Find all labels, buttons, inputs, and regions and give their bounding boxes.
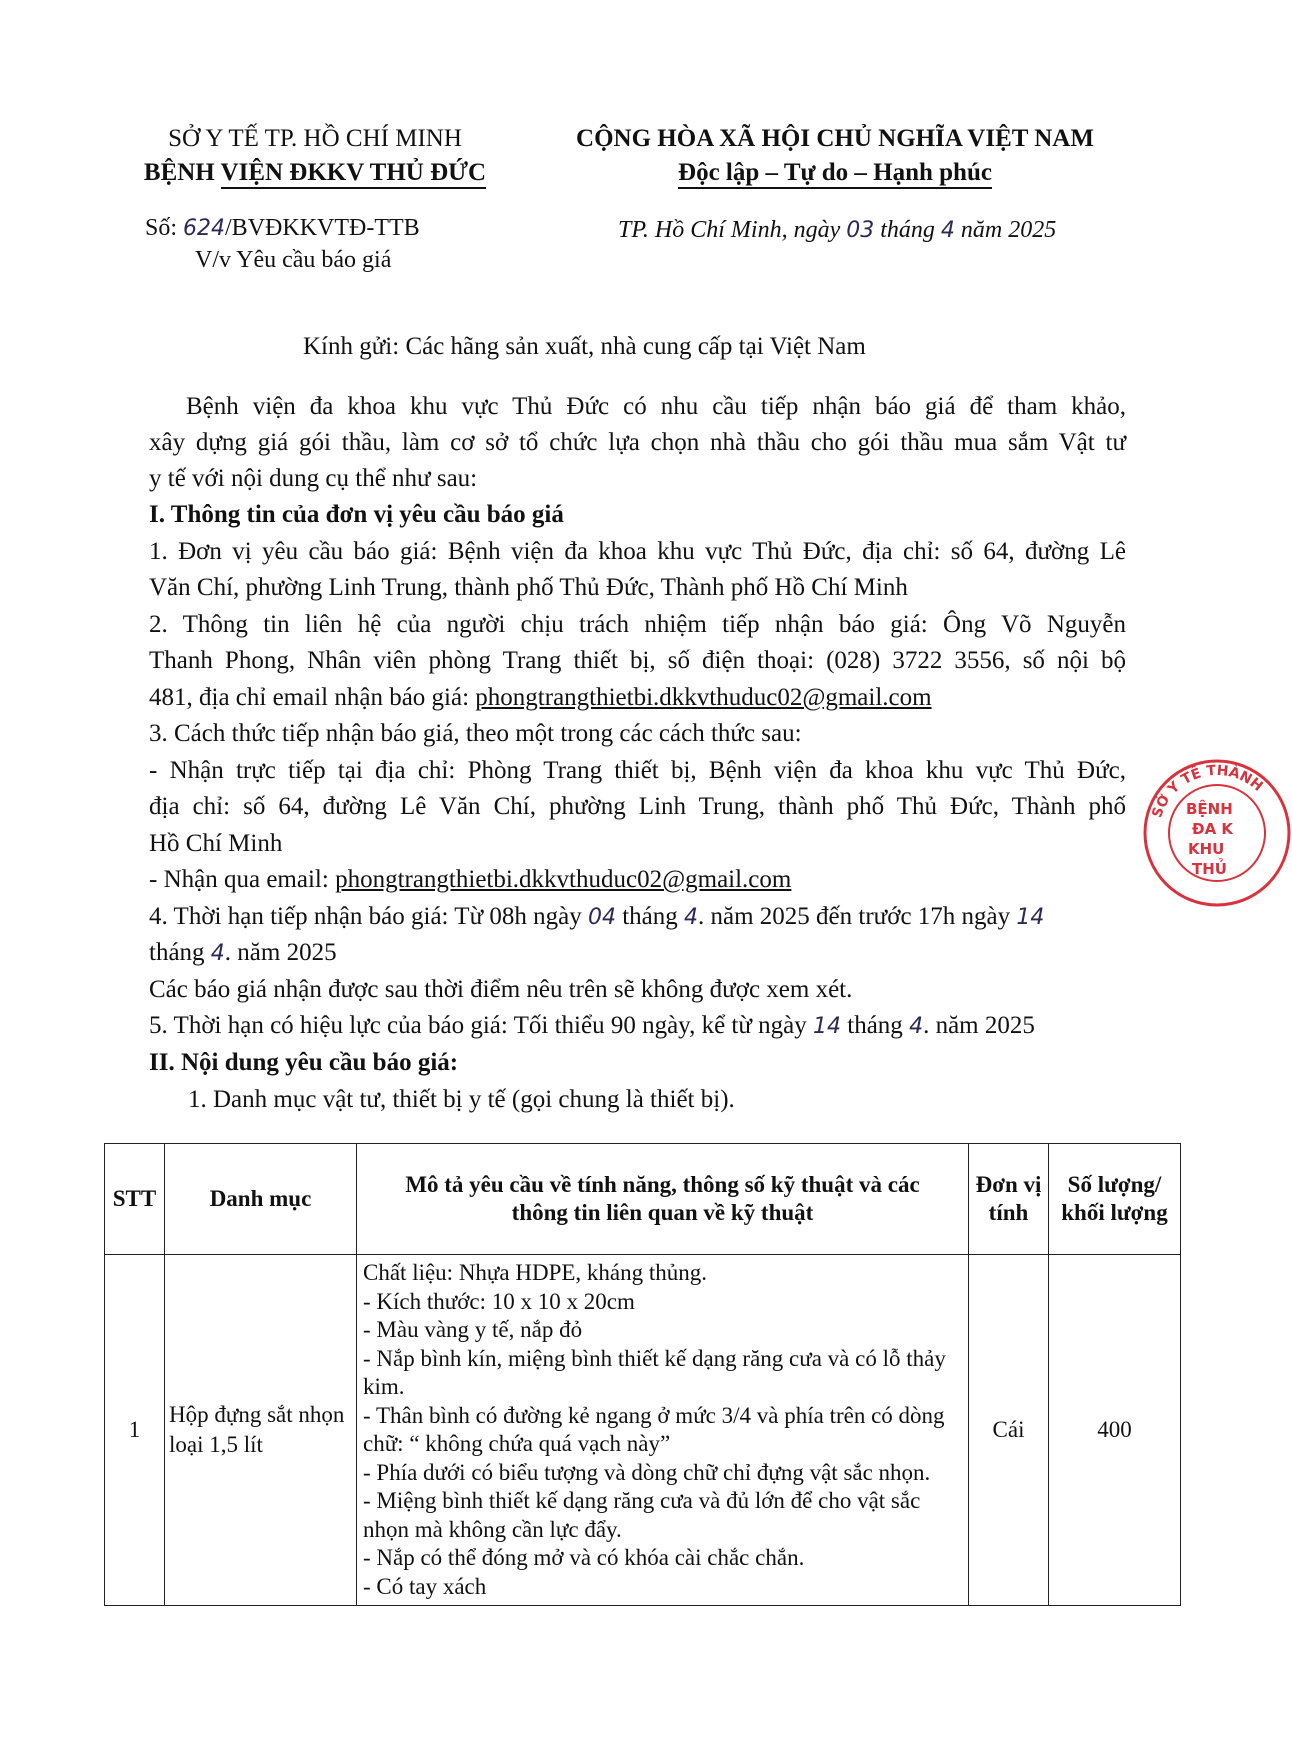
document-number-handwritten: 624 (183, 216, 226, 241)
date-month-word: tháng (874, 217, 941, 243)
col-header-desc: Mô tả yêu cầu về tính năng, thông số kỹ thuật và các thông tin liên quan về kỹ thuật (357, 1144, 969, 1255)
date-year: năm 2025 (954, 217, 1057, 243)
agency-name-part1: BỆNH (143, 159, 221, 186)
s1-note: Các báo giá nhận được sau thời điểm nêu trên sẽ không được xem xét. (149, 976, 853, 1003)
table-row (105, 1255, 1181, 1606)
desc-line: - Màu vàng y tế, nắp đỏ (363, 1317, 583, 1342)
contact-email-link[interactable]: phongtrangthietbi.dkkvthuduc02@gmail.com (475, 684, 932, 711)
intro-line-3: y tế với nội dung cụ thể như sau: (149, 465, 478, 492)
desc-line: - Nắp bình kín, miệng bình thiết kế dạng răng cưa và có lỗ thảy kim. (363, 1345, 946, 1399)
desc-line: - Thân bình có đường kẻ ngang ở mức 3/4 và phía trên có dòng chữ: “ không chứa quá vạch này” (363, 1402, 945, 1456)
desc-line: - Phía dưới có biểu tượng và dòng chữ chỉ đựng vật sắc nhọn. (363, 1459, 931, 1485)
agency-name-part2: VIỆN ĐKKV THỦ ĐỨC (221, 159, 487, 189)
s1-item3-email-line (149, 866, 791, 894)
s1-item5-month: 4 (909, 1014, 924, 1039)
date-prefix: TP. Hồ Chí Minh, ngày (618, 217, 847, 243)
s1-item5-day: 14 (813, 1014, 842, 1039)
s1-item4-text-a: 4. Thời hạn tiếp nhận báo giá: Từ 08h ngày (149, 903, 588, 930)
s1-item3-line2: - Nhận trực tiếp tại địa chỉ: Phòng Trang thiết bị, Bệnh viện đa khoa khu vực Thủ Đức, (149, 757, 1126, 784)
desc-line: - Có tay xách (363, 1573, 487, 1599)
s1-item2-line3-text: 481, địa chỉ email nhận báo giá: (149, 684, 476, 711)
s1-item4-day2: 14 (1016, 905, 1045, 930)
cell-unit: Cái (969, 1255, 1049, 1606)
email-line-prefix: - Nhận qua email: (149, 866, 336, 893)
s1-item1-line2: Văn Chí, phường Linh Trung, thành phố Thủ Đức, Thành phố Hồ Chí Minh (149, 574, 908, 601)
col-header-unit: Đơn vị tính (969, 1144, 1049, 1255)
national-title: CỘNG HÒA XÃ HỘI CHỦ NGHĨA VIỆT NAM (576, 125, 1094, 152)
s1-item4-text-e: . năm 2025 (224, 939, 337, 966)
s1-item1-line1: 1. Đơn vị yêu cầu báo giá: Bệnh viện đa khoa khu vực Thủ Đức, địa chỉ: số 64, đường Lê (149, 538, 1126, 565)
s1-item4-text-d: tháng (149, 939, 211, 966)
desc-line: - Miệng bình thiết kế dạng răng cưa và đủ lớn để cho vật sắc nhọn mà không cần lực đẩy. (363, 1488, 921, 1542)
s1-item4-day1: 04 (587, 905, 616, 930)
s2-item1: 1. Danh mục vật tư, thiết bị y tế (gọi chung là thiết bị). (188, 1086, 735, 1113)
document-number-prefix: Số: (145, 215, 184, 241)
desc-line: - Nắp có thể đóng mở và có khóa cài chắc chắn. (363, 1545, 805, 1570)
official-stamp (1142, 758, 1292, 908)
s1-item4-line1 (149, 903, 1044, 931)
stamp-line-3: KHU (1188, 840, 1225, 858)
s1-item4-text-c: . năm 2025 đến trước 17h ngày (698, 903, 1017, 930)
table-header-row (105, 1144, 1181, 1255)
document-date (618, 217, 1056, 244)
cell-name: Hộp đựng sắt nhọn loại 1,5 lít (165, 1255, 357, 1606)
s1-item4-month2: 4 (210, 941, 225, 966)
date-month: 4 (940, 218, 955, 243)
section-2-title: II. Nội dung yêu cầu báo giá: (149, 1049, 459, 1076)
cell-qty: 400 (1049, 1255, 1181, 1606)
desc-line: Chất liệu: Nhựa HDPE, kháng thủng. (363, 1260, 708, 1285)
s1-item2-line1: 2. Thông tin liên hệ của người chịu trách nhiệm tiếp nhận báo giá: Ông Võ Nguyễn (149, 611, 1126, 638)
col-header-qty: Số lượng/ khối lượng (1049, 1144, 1181, 1255)
s1-item5-text-b: tháng (841, 1012, 910, 1039)
receive-email-link[interactable]: phongtrangthietbi.dkkvthuduc02@gmail.com (335, 866, 792, 893)
section-1-title: I. Thông tin của đơn vị yêu cầu báo giá (149, 501, 564, 528)
cell-stt: 1 (105, 1255, 165, 1606)
recipient: Kính gửi: Các hãng sản xuất, nhà cung cấp tại Việt Nam (303, 333, 866, 360)
col-header-name: Danh mục (165, 1144, 357, 1255)
stamp-line-2: ĐA K (1192, 820, 1234, 838)
s1-item4-month1: 4 (684, 905, 699, 930)
cell-desc (357, 1255, 969, 1606)
stamp-arc-text: SỞ Y TẾ THÀNH (1149, 762, 1266, 820)
document-number (145, 215, 420, 242)
intro-line-1: Bệnh viện đa khoa khu vực Thủ Đức có nhu cầu tiếp nhận báo giá để tham khảo, (186, 393, 1126, 420)
intro-line-2: xây dựng giá gói thầu, làm cơ sở tổ chức lựa chọn nhà thầu cho gói thầu mua sắm Vật tư (149, 429, 1126, 456)
national-header (520, 122, 1150, 190)
stamp-line-4: THỦ (1192, 860, 1227, 878)
s1-item3-line4: Hồ Chí Minh (149, 830, 283, 857)
s1-item5 (149, 1012, 1035, 1040)
desc-line: - Kích thước: 10 x 10 x 20cm (363, 1288, 635, 1314)
s1-item2-line3 (149, 684, 932, 712)
s1-item2-line2: Thanh Phong, Nhân viên phòng Trang thiết bị, số điện thoại: (028) 3722 3556, số nội bộ (149, 647, 1126, 674)
stamp-line-1: BỆNH (1186, 800, 1233, 818)
s1-item4-text-b: tháng (615, 903, 685, 930)
national-motto: Độc lập – Tự do – Hạnh phúc (678, 159, 992, 189)
document-number-suffix: /BVĐKKVTĐ-TTB (225, 215, 420, 241)
agency-name (120, 156, 510, 190)
s1-item5-text-c: . năm 2025 (923, 1012, 1035, 1039)
s1-item5-text-a: 5. Thời hạn có hiệu lực của báo giá: Tối thiểu 90 ngày, kể từ ngày (149, 1012, 814, 1039)
document-subject: V/v Yêu cầu báo giá (195, 247, 392, 273)
s1-item3-line3: địa chỉ: số 64, đường Lê Văn Chí, phường Linh Trung, thành phố Thủ Đức, Thành phố (149, 793, 1126, 820)
agency-header (120, 122, 510, 190)
agency-parent: SỞ Y TẾ TP. HỒ CHÍ MINH (168, 125, 462, 152)
col-header-stt: STT (105, 1144, 165, 1255)
s1-item3-line1: 3. Cách thức tiếp nhận báo giá, theo một trong các cách thức sau: (149, 720, 802, 747)
equipment-table (104, 1143, 1181, 1606)
s1-item4-line2 (149, 939, 337, 967)
date-day: 03 (846, 218, 875, 243)
